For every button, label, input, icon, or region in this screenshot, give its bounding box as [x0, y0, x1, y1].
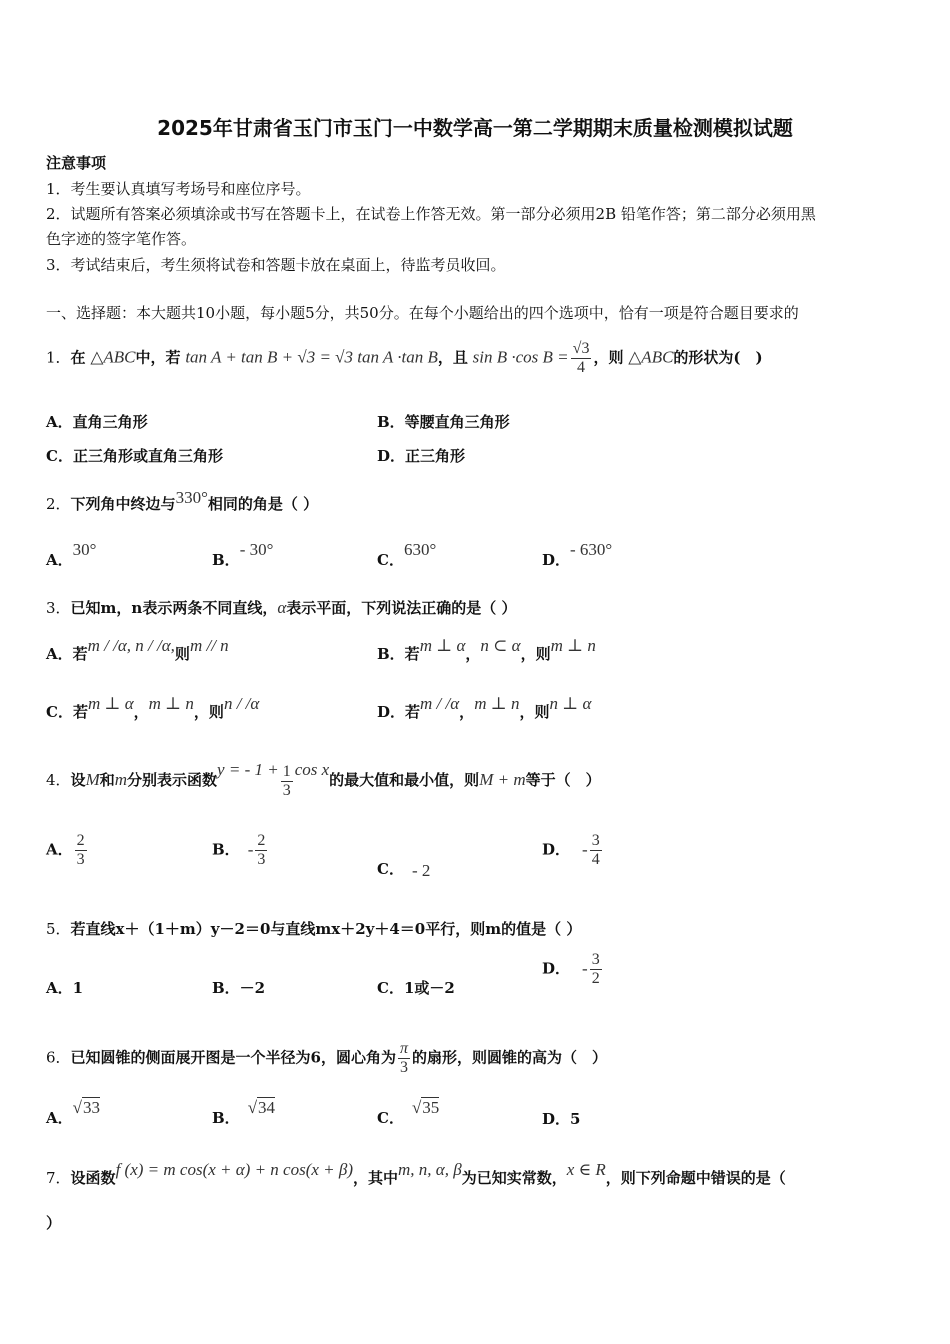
- option-c: C．正三角形或直角三角形: [46, 447, 223, 465]
- section-heading: 一、选择题：本大题共10小题，每小题5分，共50分。在每个小题给出的四个选项中，恰有一项是符合题目要求的: [46, 304, 799, 322]
- option-d: D．- 630°: [542, 540, 613, 569]
- math-expr: tan A + tan B + √3 = √3 tan A ·tan B: [185, 347, 438, 367]
- question-number: 1．: [46, 348, 71, 367]
- option-c: C．√35: [377, 1098, 440, 1127]
- math-expr: f (x) = m cos(x + α) + n cos(x + β): [115, 1160, 354, 1179]
- option-b: B．等腰直角三角形: [377, 413, 510, 431]
- option-a: A．1: [46, 979, 84, 997]
- fraction: $\frac{\pi}{3}$: [400, 1040, 409, 1076]
- math-expr: 330°: [175, 488, 208, 507]
- option-d: D．正三角形: [377, 447, 466, 465]
- question-6: 6．已知圆锥的侧面展开图是一个半径为6，圆心角为 $\frac{\pi}{3}$ 的扇形，则圆锥的高为（ ）: [46, 1040, 608, 1076]
- math-expr: m, n, α, β: [398, 1160, 462, 1179]
- notice-heading: 注意事项: [46, 154, 107, 172]
- option-b: B．－2: [212, 979, 266, 997]
- option-b: B．- 30°: [212, 540, 274, 569]
- question-4: 4．设M和m分别表示函数y = - 1 + $\frac{1}{3}$ cos x的最大值和最小值，则M + m等于（ ）: [46, 760, 601, 799]
- option-b: B．√34: [212, 1098, 276, 1127]
- option-c: C．若m ⊥ α，m ⊥ n，则n / /α: [46, 694, 260, 721]
- option-a: A．直角三角形: [46, 413, 148, 431]
- math-expr: △ABC: [90, 347, 136, 367]
- option-a: A．√33: [46, 1098, 100, 1127]
- notice-item: 1．考生要认真填写考场号和座位序号。: [46, 180, 311, 198]
- question-number: 6．: [46, 1048, 71, 1067]
- option-d: D． - $\frac{3}{2}$: [542, 951, 600, 987]
- math-expr: α: [277, 598, 287, 617]
- option-c: C．630°: [377, 540, 437, 569]
- option-d: D． - $\frac{3}{4}$: [542, 832, 600, 868]
- notice-item: 色字迹的签字笔作答。: [46, 230, 197, 248]
- option-a: A． $\frac{2}{3}$: [46, 832, 85, 868]
- fraction: $\frac{3}{2}$: [591, 951, 600, 987]
- question-number: 3．: [46, 599, 71, 617]
- fraction: $\frac{1}{3}$: [282, 762, 291, 799]
- question-number: 4．: [46, 771, 71, 789]
- question-2: 2．下列角中终边与330°相同的角是（ ）: [46, 488, 319, 513]
- fraction: $\frac{2}{3}$: [76, 832, 85, 868]
- math-expr: sin B ·cos B =: [472, 347, 569, 367]
- fraction: $\frac{√3}{4}$: [572, 340, 590, 376]
- fraction: $\frac{3}{4}$: [591, 832, 600, 868]
- option-c: C．1或－2: [377, 979, 455, 997]
- question-7: 7．设函数f (x) = m cos(x + α) + n cos(x + β)，其中m, n, α, β为已知实常数，x ∈ R，则下列命题中错误的是（: [46, 1160, 786, 1187]
- question-5: 5．若直线x＋（1＋m）y－2＝0与直线mx＋2y＋4＝0平行，则m的值是（ ）: [46, 920, 582, 938]
- question-number: 5．: [46, 920, 71, 938]
- option-a: A．若m / /α, n / /α,则m // n: [46, 636, 229, 663]
- option-d: D．若m / /α，m ⊥ n，则n ⊥ α: [377, 694, 592, 721]
- notice-item: 3．考试结束后，考生须将试卷和答题卡放在桌面上，待监考员收回。: [46, 256, 506, 274]
- question-3: 3．已知m，n表示两条不同直线，α表示平面，下列说法正确的是（ ）: [46, 598, 517, 617]
- question-number: 7．: [46, 1169, 71, 1187]
- option-b: B．若m ⊥ α，n ⊂ α，则m ⊥ n: [377, 636, 596, 663]
- option-b: B． - $\frac{2}{3}$: [212, 832, 266, 868]
- question-7-continuation: ）: [46, 1214, 62, 1232]
- option-a: A．30°: [46, 540, 97, 569]
- option-c: C． - 2: [377, 860, 431, 880]
- option-d: D．5: [542, 1110, 581, 1128]
- exam-title: 2025年甘肃省玉门市玉门一中数学高一第二学期期末质量检测模拟试题: [157, 116, 793, 140]
- notice-item: 2．试题所有答案必须填涂或书写在答题卡上，在试卷上作答无效。第一部分必须用2B 铅笔作答；第二部分必须用黑: [46, 205, 816, 223]
- question-1: 1．在 △ABC中，若 tan A + tan B + √3 = √3 tan A ·tan B，且 sin B ·cos B = $\frac{√3}{4}$ ，则 △ABC的形状为( ): [46, 340, 763, 376]
- math-expr: x ∈ R: [566, 1160, 606, 1179]
- question-number: 2．: [46, 495, 71, 513]
- math-expr: △ABC: [628, 347, 674, 367]
- fraction: $\frac{2}{3}$: [257, 832, 266, 868]
